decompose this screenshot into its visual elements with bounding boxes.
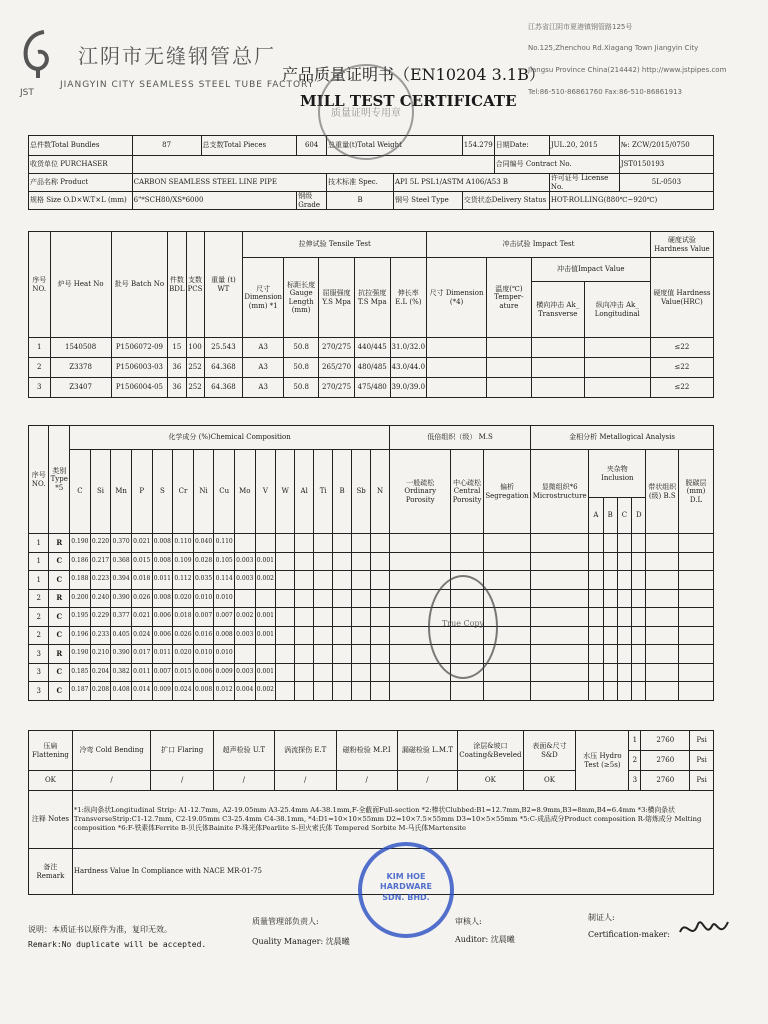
- contract-value: JST0150193: [619, 156, 713, 174]
- table-row: 1 R 0.190 0.220 0.370 0.021 0.008 0.110 0.040 0.110: [29, 534, 714, 553]
- gauge-length: 标距长度 Gauge Length (mm): [284, 258, 319, 338]
- footer-note-en: Remark:No duplicate will be accepted.: [28, 940, 207, 949]
- product-label: 产品名称 Product: [29, 174, 133, 192]
- element-v: V: [255, 450, 276, 534]
- impact-dimension: 尺寸 Dimension (*4): [427, 258, 487, 338]
- et-header: 涡流探伤 E.T: [274, 731, 336, 771]
- standard-label: 技术标准 Spec.: [327, 174, 394, 192]
- element-b: B: [333, 450, 352, 534]
- grade-label: 钢级 Grade: [297, 192, 327, 210]
- col-no: 序号 NO.: [29, 232, 51, 338]
- element-al: Al: [295, 450, 314, 534]
- company-name-en: JIANGYIN CITY SEAMLESS STEEL TUBE FACTORY: [60, 80, 315, 90]
- element-s: S: [152, 450, 173, 534]
- col-pcs: 支数 PCS: [186, 232, 204, 338]
- segregation: 偏析 Segregation: [483, 450, 530, 534]
- address-line: 江苏省江阴市夏港镇钢管路125号: [528, 23, 633, 31]
- lmt-header: 漏磁检验 L.M.T: [397, 731, 458, 771]
- sd-value: OK: [523, 771, 576, 791]
- microstructure: 显微组织*6 Microstructure: [531, 450, 589, 534]
- quality-manager-label-cn: 质量管理部负责人:: [252, 917, 319, 926]
- tensile-dimension: 尺寸 Dimension (mm) *1: [243, 258, 284, 338]
- element-cr: Cr: [173, 450, 194, 534]
- product-value: CARBON SEAMLESS STEEL LINE PIPE: [132, 174, 326, 192]
- flattening-header: 压扁 Flattening: [29, 731, 73, 771]
- tensile-test-header: 拉伸试验 Tensile Test: [243, 232, 427, 258]
- element-ti: Ti: [314, 450, 333, 534]
- hydro-test-header: 水压 Hydro Test (≥5s): [576, 731, 629, 791]
- table-row: 3 C 0.185 0.204 0.382 0.011 0.007 0.015 0.006 0.009 0.003 0.001: [29, 663, 714, 682]
- decarburization: 脱碳层(mm) D.L: [679, 450, 714, 534]
- flattening-value: OK: [29, 771, 73, 791]
- grade-value: B: [327, 192, 394, 210]
- element-w: W: [276, 450, 295, 534]
- hydro-value: 2760: [641, 771, 690, 791]
- elongation: 伸长率 E.L (%): [390, 258, 427, 338]
- cert-maker-label-cn: 制证人:: [588, 913, 615, 922]
- address-line: No.125,Zhenchou Rd.Xiagang Town Jiangyin City: [528, 44, 699, 52]
- contract-label: 合同编号 Contract No.: [494, 156, 619, 174]
- metallo-header: 金相分析 Metallogical Analysis: [531, 426, 714, 450]
- hydro-value: 2760: [641, 731, 690, 751]
- total-bundles-value: 87: [132, 136, 201, 156]
- element-si: Si: [90, 450, 111, 534]
- table-row: 2 Z3378 P1506003-03 36 252 64.368 A3 50.8 265/270 480/485 43.0/44.0 ≤22: [29, 358, 714, 378]
- hardness-value-header: 硬度值 Hardness Value(HRC): [650, 258, 713, 338]
- address-line: Jiangsu Province China(214442) http://www.jstpipes.com: [528, 66, 727, 74]
- company-name-cn: 江阴市无缝钢管总厂: [78, 44, 276, 68]
- purchaser-value: [132, 156, 494, 174]
- element-mo: Mo: [234, 450, 255, 534]
- table-row: 3 R 0.190 0.210 0.390 0.017 0.011 0.020 0.010 0.010: [29, 645, 714, 664]
- hydro-value: 2760: [641, 751, 690, 771]
- tensile-strength: 抗拉强度 T.S Mpa: [354, 258, 390, 338]
- macro-header: 低倍组织（级） M.S: [390, 426, 531, 450]
- total-pieces-value: 604: [297, 136, 327, 156]
- size-label: 规格 Size O.D×W.T×L (mm): [29, 192, 133, 210]
- table-row: 1 1540508 P1506072-09 15 100 25.543 A3 50.8 270/275 440/445 31.0/32.0 ≤22: [29, 338, 714, 358]
- standard-value: API 5L PSL1/ASTM A106/A53 B: [393, 174, 549, 192]
- element-mn: Mn: [111, 450, 132, 534]
- signature-icon: [676, 912, 736, 946]
- address-line: Tel:86-510-86861760 Fax:86-510-86861913: [528, 88, 682, 96]
- nde-test-table: 压扁 Flattening 冷弯 Cold Bending 扩口 Flaring 超声检验 U.T 涡流探伤 E.T 磁粉检验 M.P.I 漏磁检验 L.M.T 涂层&坡口 Coating&Beveled 表面&尺寸 S&D 水压 Hydro Test (≥5s) 1 2760 Psi 2 2760 Psi OK / / / / / / OK OK 3 2760 Psi 注释 Notes *1:纵向条状Longitudinal Strip: A1-12.7mm, A2-19.05mm A3-25.4mm A4-38.1mm,F-全截面Full-section *2:棒状Clubbed:B1=12.7mm,B2=8.9mm,B3=8mm,B4=6.4mm *3:横向条状TransverseStrip:C1-12.7mm, C2-19.05mm C3-25.4mm C4-38.1mm, *4:D1=10×10×55mm D2=10×7.5×55mm D3=10×5×55mm *5:C-成品成分Product composition R-熔炼成分 Melting composition *6:F-铁素体Ferrite B-贝氏体Bainite P-珠光体Pearlite S-回火索氏体 Tempered Sorbite M-马氏体Martensite 备注 Remark Hardness Value In Compliance with NACE MR-01-75: [28, 730, 714, 895]
- logo-text: JST: [20, 88, 34, 98]
- certificate-title-cn: 产品质量证明书（EN10204 3.1B）: [282, 65, 545, 84]
- flaring-header: 扩口 Flaring: [151, 731, 214, 771]
- impact-transverse: 横向冲击 Ak_ Transverse: [531, 282, 584, 338]
- impact-value-header: 冲击值Impact Value: [531, 258, 650, 282]
- table-row: 2 C 0.196 0.233 0.405 0.024 0.006 0.026 0.016 0.008 0.003 0.001: [29, 626, 714, 645]
- total-bundles-label: 总件数Total Bundles: [29, 136, 133, 156]
- table-row: 2 C 0.195 0.229 0.377 0.021 0.006 0.018 0.007 0.007 0.002 0.001: [29, 608, 714, 627]
- element-cu: Cu: [214, 450, 235, 534]
- element-n: N: [371, 450, 390, 534]
- col-type: 类别 Type *5: [49, 426, 70, 534]
- cert-maker-label-en: Certification-maker:: [588, 930, 670, 939]
- chemical-composition-table: 序号 NO. 类别 Type *5 化学成分 (%)Chemical Composition 低倍组织（级） M.S 金相分析 Metallogical Analysis C Si Mn P S Cr Ni Cu Mo V W Al Ti B Sb N 一般疏松 Ordinary Porosity 中心疏松 Central Porosity 偏析 Segregation 显微组织*6 Microstructure 夹杂物 Inclusion 带状组织(级) B.S 脱碳层(mm) D.L A B C D 1 R 0.190 0.220 0.370 0.021 0.008 0.110 0.040 0.110 1 C 0.186 0.217 0.368 0.015 0.008 0.109 0.028 0.105 0.003 0.001 1 C 0.188 0.223 0.394 0.018 0.011 0.112 0.035 0.114 0.003 0.002 2 R 0.200 0.240 0.390 0.026 0.008 0.020 0.010 0.010 2 C 0.195 0.229 0.377 0.021 0.006 0.018 0.007 0.007 0.002 0.001 2 C 0.196 0.233 0.405 0.024 0.006 0.026 0.016 0.008 0.003 0.001 3 R 0.190 0.210 0.390 0.017 0.011 0.020 0.010 0.010 3 C 0.185 0.204 0.382 0.011 0.007 0.015 0.006 0.009 0.003 0.001 3 C 0.187 0.208 0.408 0.014 0.009 0.024 0.008 0.012 0.004 0.002: [28, 425, 714, 701]
- size-value: 6"*SCH80/XS*6000: [132, 192, 297, 210]
- date-value: JUL.20, 2015: [549, 136, 619, 156]
- element-sb: Sb: [352, 450, 371, 534]
- element-c: C: [70, 450, 91, 534]
- auditor: Auditor: 沈晨曦: [455, 935, 515, 944]
- notes-text: *1:纵向条状Longitudinal Strip: A1-12.7mm, A2-19.05mm A3-25.4mm A4-38.1mm,F-全截面Full-section *2:棒状Clubbed:B1=12.7mm,B2=8.9mm,B3=8mm,B4=6.4mm *3:横向条状TransverseStrip:C1-12.7mm, C2-19.05mm C3-25.4mm C4-38.1mm, *4:D1=10×10×55mm D2=10×7.5×55mm D3=10×5×55mm *5:C-成品成分Product composition R-熔炼成分 Melting composition *6:F-铁素体Ferrite B-贝氏体Bainite P-珠光体Pearlite S-回火索氏体 Tempered Sorbite M-马氏体Martensite: [72, 791, 713, 849]
- certificate-number: №: ZCW/2015/0750: [619, 136, 713, 156]
- cold-bending-header: 冷弯 Cold Bending: [72, 731, 150, 771]
- footer-note-cn: 说明：本质证书以原件为准，复印无效。: [28, 925, 172, 934]
- table-row: 1 C 0.186 0.217 0.368 0.015 0.008 0.109 0.028 0.105 0.003 0.001: [29, 552, 714, 571]
- purchaser-label: 收货单位 PURCHASER: [29, 156, 133, 174]
- table-row: 3 Z3407 P1506004-05 36 252 64.368 A3 50.8 270/275 475/480 39.0/39.0 ≤22: [29, 378, 714, 398]
- sd-header: 表面&尺寸 S&D: [523, 731, 576, 771]
- steel-type-label: 钢号 Steel Type: [393, 192, 462, 210]
- quality-manager: Quality Manager: 沈晨曦: [252, 937, 350, 946]
- col-batch-no: 批号 Batch No: [111, 232, 167, 338]
- inclusion-header: 夹杂物 Inclusion: [589, 450, 646, 498]
- company-logo-icon: [20, 28, 56, 82]
- remark-label: 备注 Remark: [29, 849, 73, 895]
- element-p: P: [131, 450, 152, 534]
- central-porosity: 中心疏松 Central Porosity: [451, 450, 483, 534]
- yield-strength: 屈服强度 Y.S Mpa: [319, 258, 355, 338]
- ordinary-porosity: 一般疏松 Ordinary Porosity: [390, 450, 451, 534]
- hardness-header: 硬度试验 Hardness Value: [650, 232, 713, 258]
- delivery-value: HOT-ROLLING(880℃~920℃): [549, 192, 713, 210]
- quality-seal-stamp-icon: 质量证明专用章: [318, 64, 414, 160]
- impact-longitudinal: 纵向冲击 Ak_ Longitudinal: [584, 282, 650, 338]
- company-stamp-icon: KIM HOE HARDWARE SDN. BHD.: [358, 842, 454, 938]
- mechanical-test-table: [28, 231, 714, 398]
- license-label: 许可证号 License No.: [549, 174, 619, 192]
- total-pieces-label: 总支数Total Pieces: [201, 136, 297, 156]
- license-value: 5L-0503: [619, 174, 713, 192]
- auditor-label-cn: 审核人:: [455, 917, 482, 926]
- ut-header: 超声检验 U.T: [214, 731, 274, 771]
- notes-label: 注释 Notes: [29, 791, 73, 849]
- col-no: 序号 NO.: [29, 426, 49, 534]
- certificate-title-en: MILL TEST CERTIFICATE: [300, 92, 517, 110]
- table-row: 1 C 0.188 0.223 0.394 0.018 0.011 0.112 0.035 0.114 0.003 0.002: [29, 571, 714, 590]
- col-bdl: 件数 BDL: [168, 232, 186, 338]
- coating-header: 涂层&坡口 Coating&Beveled: [458, 731, 523, 771]
- date-label: 日期Date:: [494, 136, 549, 156]
- total-weight-label: 总重量(t)Total Weight: [327, 136, 463, 156]
- table-row: 3 C 0.187 0.208 0.408 0.014 0.009 0.024 0.008 0.012 0.004 0.002: [29, 682, 714, 701]
- col-weight: 重量 (t) WT: [204, 232, 243, 338]
- mpi-header: 磁粉检验 M.P.I: [336, 731, 397, 771]
- impact-temperature: 温度(℃) Temper-ature: [487, 258, 532, 338]
- impact-test-header: 冲击试验 Impact Test: [427, 232, 651, 258]
- chemical-header: 化学成分 (%)Chemical Composition: [70, 426, 390, 450]
- banded-structure: 带状组织(级) B.S: [646, 450, 679, 534]
- element-ni: Ni: [193, 450, 214, 534]
- remark-text: Hardness Value In Compliance with NACE MR-01-75: [72, 849, 713, 895]
- delivery-label: 交货状态Delivery Status: [462, 192, 549, 210]
- total-weight-value: 154.279: [462, 136, 494, 156]
- true-copy-stamp-icon: True Copy: [428, 575, 498, 679]
- table-row: 2 R 0.200 0.240 0.390 0.026 0.008 0.020 0.010 0.010: [29, 589, 714, 608]
- coating-value: OK: [458, 771, 523, 791]
- col-heat-no: 炉号 Heat No: [50, 232, 111, 338]
